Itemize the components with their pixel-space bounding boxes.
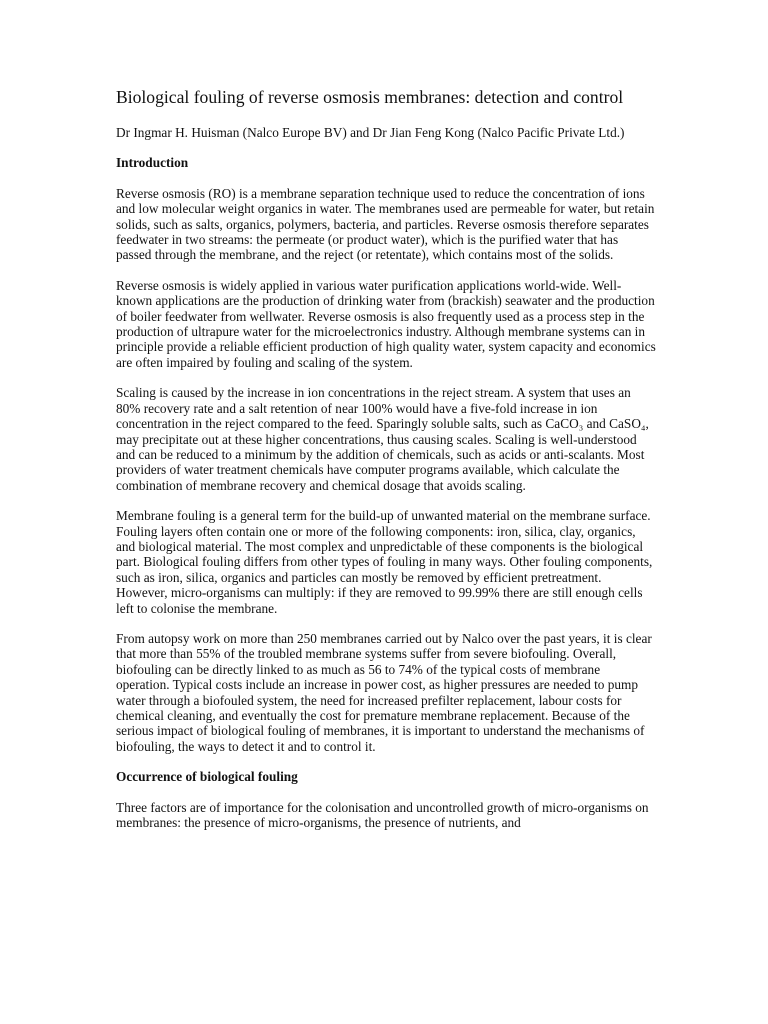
section-heading-introduction: Introduction <box>116 155 189 171</box>
document-title: Biological fouling of reverse osmosis membranes: detection and control <box>116 87 624 107</box>
paragraph: Three factors are of importance for the colonisation and uncontrolled growth of micro-organisms on membranes: the presence of micro-organisms, the presence of nutrients, and <box>116 799 649 831</box>
document-body <box>116 86 656 845</box>
paragraph: Reverse osmosis (RO) is a membrane separation technique used to reduce the concentration of ions and low molecular weight organics in water. The membranes used are permeable for water, but retain solids, such as salts, organics, polymers, bacteria, and particles. Reverse osmosis therefore separates feedwater in two streams: the permeate (or product water), which is the purified water that has passed through the membrane, and the reject (or retentate), which contains most of the solids. <box>116 185 655 263</box>
section-heading-occurrence: Occurrence of biological fouling <box>116 769 298 785</box>
document-authors: Dr Ingmar H. Huisman (Nalco Europe BV) and Dr Jian Feng Kong (Nalco Pacific Private Ltd.) <box>116 125 625 140</box>
paragraph: Scaling is caused by the increase in ion concentrations in the reject stream. A system that uses an 80% recovery rate and a salt retention of near 100% would have a five-fold increase in ion concentration in the reject compared to the feed. Sparingly soluble salts, such as CaCO₃ and CaSO₄, may precipitate out at these higher concentrations, thus causing scales. Scaling is well-understood and can be reduced to a minimum by the addition of chemicals, such as acids or anti-scalants. Most providers of water treatment chemicals have computer programs available, which calculate the combination of membrane recovery and chemical dosage that avoids scaling. <box>116 385 649 493</box>
paragraph: From autopsy work on more than 250 membranes carried out by Nalco over the past years, it is clear that more than 55% of the troubled membrane systems suffer from severe biofouling. Overall, biofouling can be directly linked to as much as 56 to 74% of the typical costs of membrane operation. Typical costs include an increase in power cost, as higher pressures are needed to pump water through a biofouled system, the need for increased prefilter replacement, labour costs for chemical cleaning, and eventually the cost for premature membrane replacement. Because of the serious impact of biological fouling of membranes, it is important to understand the mechanisms of biofouling, the ways to detect it and to control it. <box>116 630 652 754</box>
paragraph: Reverse osmosis is widely applied in various water purification applications world-wide. Well-known applications are the production of drinking water from (brackish) seawater and the production of boiler feedwater from wellwater. Reverse osmosis is also frequently used as a process step in the production of ultrapure water for the microelectronics industry. Although membrane systems can in principle provide a reliable efficient production of high quality water, system capacity and economics are often impaired by fouling and scaling of the system. <box>116 277 656 370</box>
paragraph: Membrane fouling is a general term for the build-up of unwanted material on the membrane surface. Fouling layers often contain one or more of the following components: iron, silica, clay, organics, and biological material. The most complex and unpredictable of these components is the biological part. Biological fouling differs from other types of fouling in many ways. Other fouling components, such as iron, silica, organics and particles can mostly be removed by efficient pretreatment. However, micro-organisms can multiply: if they are removed to 99.99% there are still enough cells left to colonise the membrane. <box>116 508 653 616</box>
